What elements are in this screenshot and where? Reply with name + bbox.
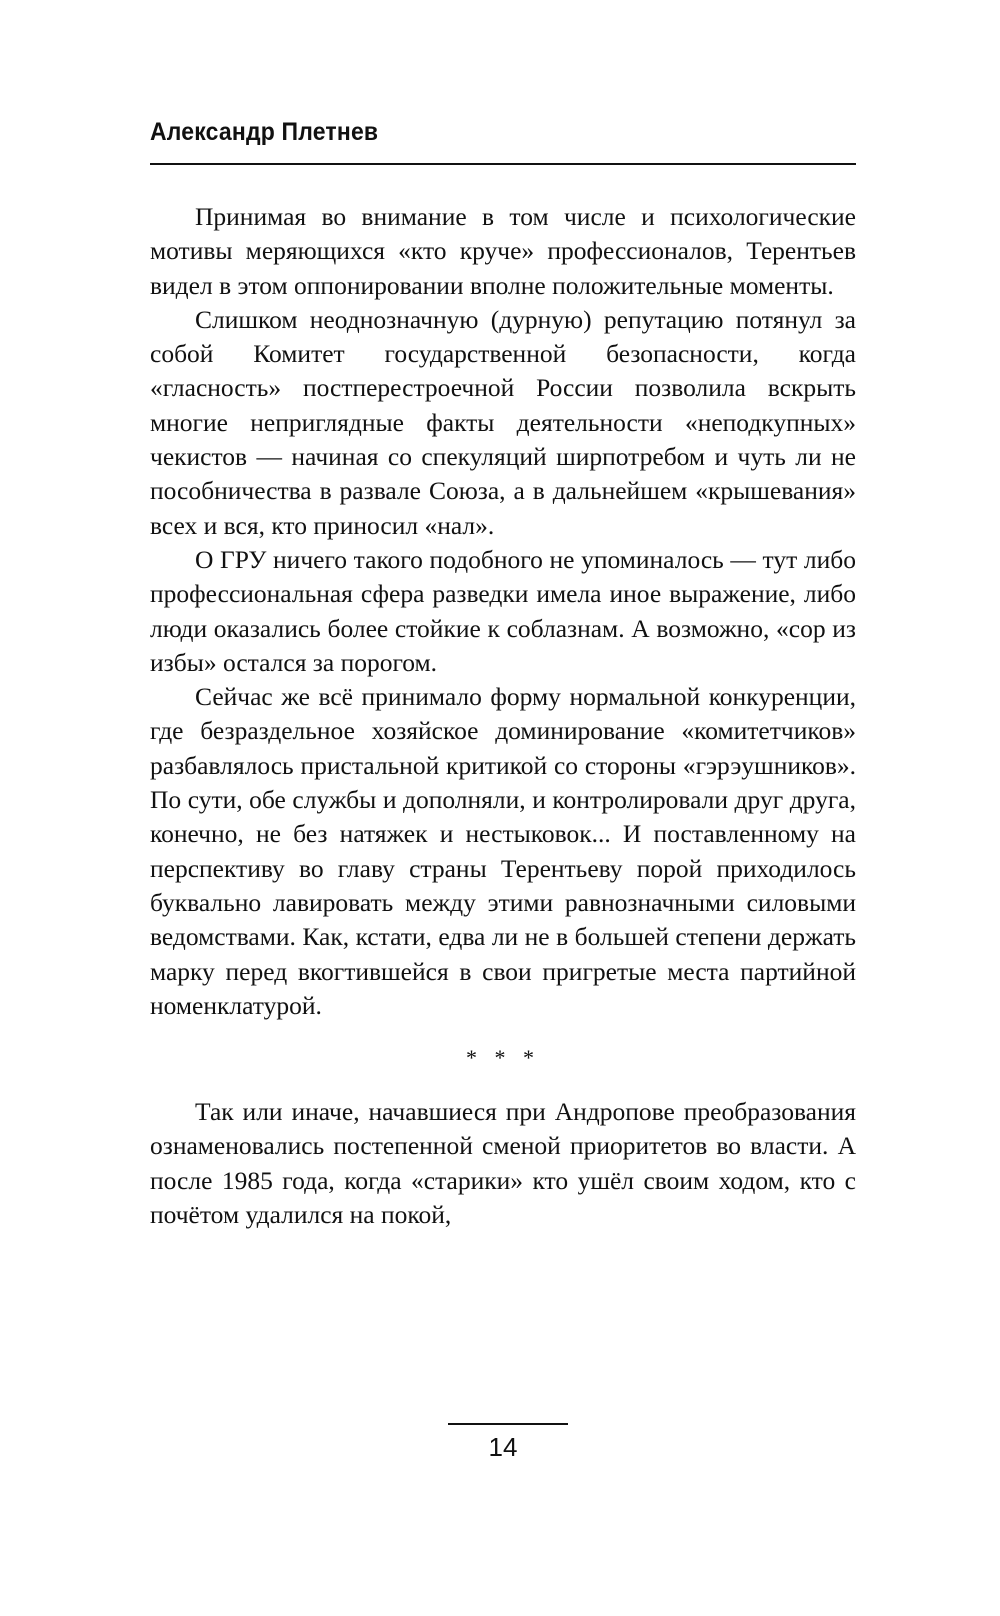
paragraph: О ГРУ ничего такого подобного не упоминалось — тут либо профессиональная сфера разведки имела иное выражение, либо люди оказались более стойкие к соблазнам. А возможно, «сор из избы» остался за порогом. [150,544,856,677]
page-number: 14 [488,1432,518,1462]
header-rule [150,163,856,165]
paragraph: Принимая во внимание в том числе и психологические мотивы меряющихся «кто круче» профессионалов, Терентьев видел в этом оппонировании вполне положительные моменты. [150,202,856,300]
body-text [150,200,856,1232]
paragraph: Так или иначе, начавшиеся при Андропове преобразования ознаменовались постепенной сменой приоритетов во власти. А после 1985 года, когда «старики» кто ушёл своим ходом, кто с почётом удалился на покой, [150,1097,856,1230]
paragraph: Слишком неоднозначную (дурную) репутацию потянул за собой Комитет государственной безопасности, когда «гласность» постперестроечной России позволила вскрыть многие неприглядные факты деятельности «неподкупных» чекистов — начиная со спекуляций ширпотребом и чуть ли не пособничества в развале Союза, а в дальнейшем «крышевания» всех и вся, кто приносил «нал». [150,304,856,540]
paragraph: Сейчас же всё принимало форму нормальной конкуренции, где безраздельное хозяйское доминирование «комитетчиков» разбавлялось пристальной критикой со стороны «гэрэушников». По сути, обе службы и дополняли, и контролировали друг друга, конечно, не без натяжек и нестыковок... И поставленному на перспективу во главу страны Терентьеву порой приходилось буквально лавировать между этими равнозначными силовыми ведомствами. Как, кстати, едва ли не в большей степени держать марку перед вкогтившейся в свои пригретые места партийной номенклатурой. [150,682,856,1020]
section-separator: * * * [466,1045,540,1071]
running-head-author: Александр Плетнев [150,118,379,146]
book-page [150,0,856,1616]
footer-rule [448,1423,568,1425]
